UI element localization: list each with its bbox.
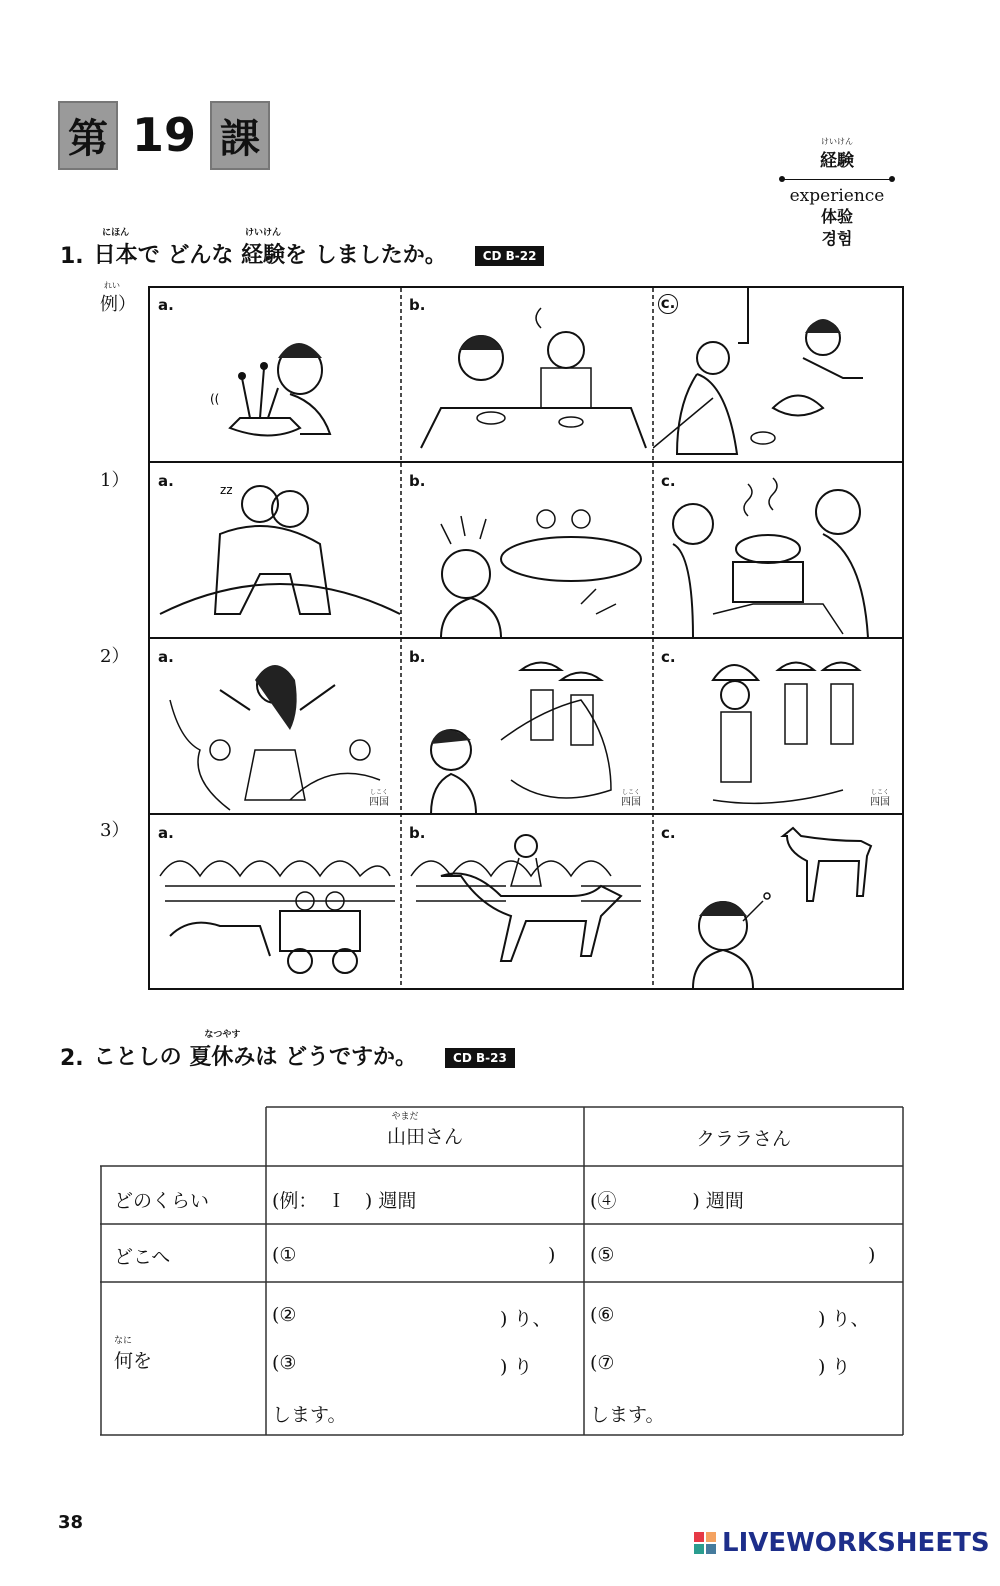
- picture-2-b: b. しこく 四国: [401, 640, 653, 814]
- yamada-what-shimasu: します。: [272, 1404, 347, 1426]
- row-label-3: 3）: [100, 820, 130, 841]
- picture-1-c: c.: [653, 464, 902, 638]
- clara-what-blank-6[interactable]: (⑥: [590, 1304, 615, 1326]
- liveworksheets-brand[interactable]: [694, 1528, 990, 1558]
- vocab-word: 経験: [820, 151, 854, 171]
- row-header-where: どこへ: [114, 1246, 171, 1268]
- horse-carriage-illustration: [150, 816, 401, 988]
- shikoku-label: しこく 四国: [870, 789, 890, 808]
- vocab-korean: 경험: [821, 229, 853, 248]
- clara-what-ri-2: ) り: [818, 1356, 851, 1378]
- vocab-divider: [782, 179, 892, 180]
- vocab-english: experience: [789, 186, 885, 206]
- vacation-table: [100, 1106, 904, 1436]
- clara-where-close: ): [868, 1244, 876, 1266]
- row-label-2: 2）: [100, 646, 130, 667]
- picture-example-c: c.: [653, 288, 902, 462]
- page-number: 38: [58, 1512, 84, 1533]
- ruby-natsuyasumi: なつやす 夏休み: [189, 1030, 256, 1070]
- yamada-duration-example: (例： Ｉ ) 週間: [272, 1190, 417, 1212]
- lesson-suffix: 課: [210, 101, 270, 170]
- yamada-where-close: ): [548, 1244, 556, 1266]
- vocab-box: [782, 138, 892, 250]
- yamada-what-blank-2[interactable]: (②: [272, 1304, 297, 1326]
- looking-at-horse-illustration: [653, 816, 902, 988]
- shikoku-label: しこく 四国: [621, 789, 641, 808]
- tea-ceremony-illustration: [653, 288, 902, 462]
- ruby-keiken: けいけん 経験: [241, 228, 286, 268]
- cd-badge-b23: CD B-23: [445, 1048, 515, 1068]
- sumo-wrestlers-illustration: [150, 464, 401, 638]
- col-header-clara: クララさん: [695, 1128, 791, 1150]
- picture-example-b: b.: [401, 288, 653, 462]
- yamada-what-ri-2: ) り: [500, 1356, 533, 1378]
- lesson-prefix: 第: [58, 101, 118, 170]
- tea-drinking-illustration: [401, 288, 653, 462]
- picture-3-b: b.: [401, 816, 653, 988]
- picture-example-a: (( a.: [150, 288, 401, 462]
- yamada-what-blank-3[interactable]: (③: [272, 1352, 297, 1374]
- picture-2-c: c. しこく 四国: [653, 640, 902, 814]
- horse-riding-illustration: [401, 816, 653, 988]
- yamada-what-ri-1: ) り、: [500, 1308, 552, 1330]
- section1-number: 1.: [60, 244, 84, 269]
- clara-what-shimasu: します。: [590, 1404, 665, 1426]
- chanko-nabe-illustration: [653, 464, 902, 638]
- clara-what-blank-7[interactable]: (⑦: [590, 1352, 615, 1374]
- clara-duration-blank-4[interactable]: (④ ) 週間: [590, 1190, 744, 1212]
- shikoku-label: しこく 四国: [369, 789, 389, 808]
- section1-heading: 1. にほん 日本 で どんな けいけん 経験 を しましたか。 CD B-22: [60, 228, 544, 269]
- picture-2-a: a. しこく 四国: [150, 640, 401, 814]
- ruby-nihon: にほん 日本: [93, 228, 138, 268]
- picture-1-b: b.: [401, 464, 653, 638]
- row-label-1: 1）: [100, 470, 130, 491]
- row-label-example: れい 例）: [100, 281, 136, 315]
- row-header-duration: どのくらい: [114, 1190, 210, 1212]
- svg-text:zz: zz: [220, 483, 233, 497]
- brand-text: LIVEWORKSHEETS: [722, 1528, 990, 1558]
- svg-text:((: ((: [210, 392, 220, 406]
- awa-odori-hula-illustration: [150, 640, 401, 814]
- row-header-what: なに 何を: [114, 1336, 153, 1372]
- liveworksheets-logo-icon: [694, 1532, 716, 1554]
- vocab-reading: けいけん: [821, 137, 853, 146]
- col-header-yamada: やまだ 山田さん: [386, 1112, 463, 1148]
- picture-3-c: c.: [653, 816, 902, 988]
- table-lines: [100, 1106, 904, 1436]
- lesson-number: 19: [132, 108, 197, 162]
- section2-heading: 2. ことしの なつやす 夏休み は どうですか。 CD B-23: [60, 1030, 515, 1071]
- vocab-chinese: 体验: [820, 207, 853, 226]
- section2-number: 2.: [60, 1046, 84, 1071]
- awa-dancing-participant-illustration: [653, 640, 902, 814]
- picture-grid: [148, 286, 904, 990]
- picture-3-a: a.: [150, 816, 401, 988]
- lesson-title: [58, 100, 270, 170]
- clara-where-blank-5[interactable]: (⑤: [590, 1244, 615, 1266]
- cd-badge-b22: CD B-22: [475, 246, 545, 266]
- yamada-where-blank-1[interactable]: (①: [272, 1244, 297, 1266]
- awa-dancers-viewer-illustration: [401, 640, 653, 814]
- picture-1-a: zz a.: [150, 464, 401, 638]
- watching-sumo-illustration: [401, 464, 653, 638]
- ikebana-illustration: [150, 288, 401, 462]
- clara-what-ri-1: ) り、: [818, 1308, 870, 1330]
